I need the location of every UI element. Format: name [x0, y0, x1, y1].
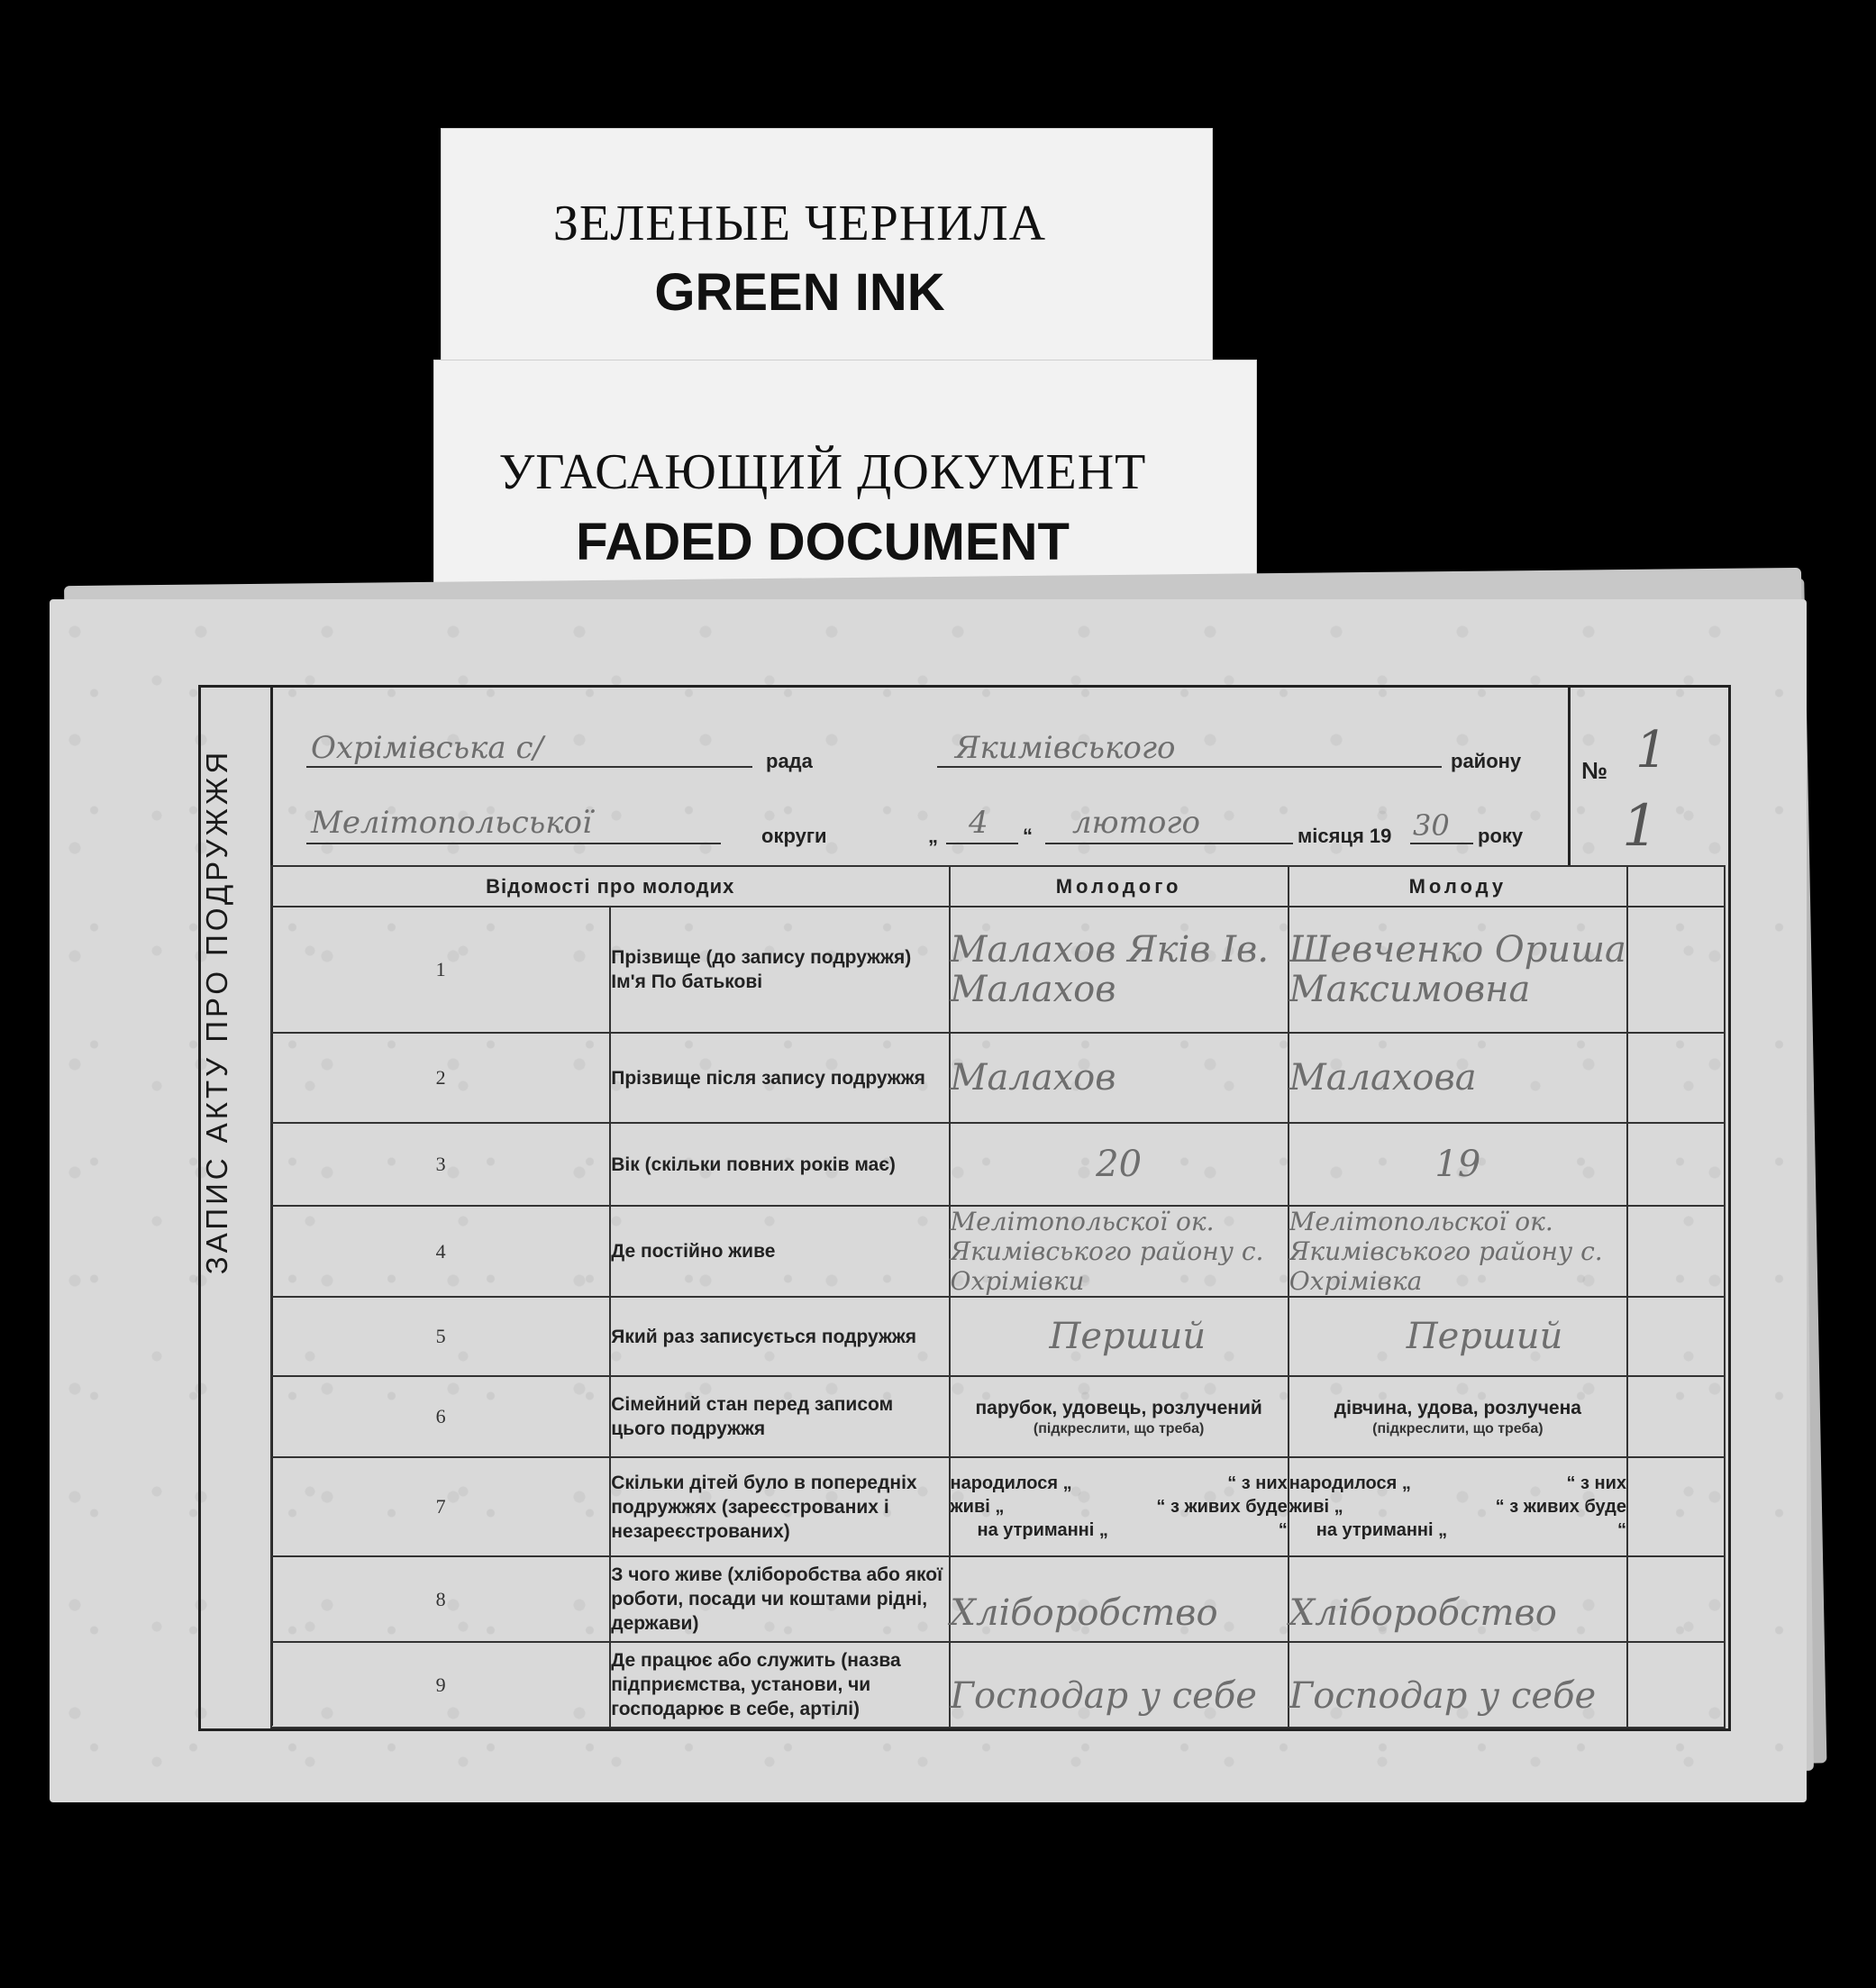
- bride-answer: 19: [1289, 1123, 1627, 1206]
- alive-label: живі „: [950, 1497, 1005, 1517]
- row-question: Де постійно живе: [610, 1206, 949, 1297]
- rada-line: [306, 766, 752, 768]
- number-label: №: [1581, 757, 1607, 784]
- bride-answer: Мелітопольскої ок. Якимівського району с. Охрімівка: [1289, 1206, 1627, 1297]
- groom-children: [950, 1457, 1289, 1556]
- okrug-line: [306, 843, 721, 844]
- row-question: Де працює або служить (назва підприємства, установи, чи господарює в себе, артілі): [610, 1642, 949, 1728]
- handwritten-rada: Охрімівська с/: [311, 730, 543, 766]
- rada-label: рада: [766, 750, 813, 772]
- bride-answer: Господар у себе: [1289, 1642, 1627, 1728]
- row-number: 9: [271, 1642, 610, 1728]
- groom-answer: Перший: [950, 1297, 1289, 1376]
- bride-answer: Малахова: [1289, 1033, 1627, 1123]
- row-number: 4: [271, 1206, 610, 1297]
- groom-answer: Хліборобство: [950, 1556, 1289, 1642]
- row-extra-cell: [1627, 1123, 1725, 1206]
- row-number: 3: [271, 1123, 610, 1206]
- table-row: [271, 1206, 1725, 1297]
- table-header-row: [271, 866, 1725, 907]
- groom-answer: Мелітопольскої ок. Якимівського району с. Охрімівки: [950, 1206, 1289, 1297]
- alive-label: живі „: [1289, 1497, 1343, 1517]
- row-number: 6: [271, 1376, 610, 1457]
- table-row: [271, 907, 1725, 1033]
- row-number: 2: [271, 1033, 610, 1123]
- row-number: 1: [271, 907, 610, 1033]
- year-label: року: [1478, 825, 1524, 847]
- handwritten-raion: Якимівського: [955, 730, 1176, 766]
- year-line: [1410, 843, 1473, 844]
- table-row: [271, 1642, 1725, 1728]
- support-close: “: [1617, 1520, 1626, 1540]
- row-question: Вік (скільки повних років має): [610, 1123, 949, 1206]
- row-extra-cell: [1627, 1556, 1725, 1642]
- day-quote-open: „: [928, 825, 938, 847]
- row-extra-cell: [1627, 907, 1725, 1033]
- handwritten-year: 30: [1413, 808, 1450, 843]
- raion-label: району: [1451, 750, 1522, 772]
- row-question: Прізвище (до запису подружжя) Ім'я По батькові: [610, 907, 949, 1033]
- table-row: [271, 1376, 1725, 1457]
- of-alive-label: “ з живих буде: [1156, 1497, 1288, 1517]
- groom-answer: Малахов: [950, 1033, 1289, 1123]
- table-row: [271, 1123, 1725, 1206]
- green-ink-english: GREEN INK: [654, 263, 945, 322]
- support-close: “: [1278, 1520, 1288, 1540]
- day-line: [946, 843, 1018, 844]
- support-label: на утриманні „: [1316, 1520, 1448, 1540]
- row-question: Який раз записується подружжя: [610, 1297, 949, 1376]
- table-row: [271, 1297, 1725, 1376]
- marriage-data-table: [270, 865, 1726, 1728]
- groom-status-note: (підкреслити, що треба): [1033, 1421, 1205, 1436]
- handwritten-number-top: 1: [1635, 721, 1668, 780]
- row-question: Прізвище після запису подружжя: [610, 1033, 949, 1123]
- bride-answer: Перший: [1289, 1297, 1627, 1376]
- row-number: 7: [271, 1457, 610, 1556]
- month-label: місяця 19: [1298, 825, 1392, 847]
- handwritten-month: лютого: [1072, 805, 1200, 841]
- bride-answer: Хліборобство: [1289, 1556, 1627, 1642]
- day-quote-close: “: [1023, 825, 1033, 847]
- groom-answer: Господар у себе: [950, 1642, 1289, 1728]
- bride-answer: Шевченко Ориша Максимовна: [1289, 907, 1627, 1033]
- faded-document-english: FADED DOCUMENT: [576, 513, 1070, 571]
- support-label: на утриманні „: [977, 1520, 1108, 1540]
- col-extra: [1627, 866, 1725, 907]
- col-info-header: Відомості про молодих: [271, 866, 950, 907]
- bride-children: [1289, 1457, 1627, 1556]
- table-row: [271, 1033, 1725, 1123]
- table-row: [271, 1457, 1725, 1556]
- groom-answer: 20: [950, 1123, 1289, 1206]
- born-label: народилося „: [1289, 1473, 1411, 1493]
- bride-marital-status: [1289, 1376, 1627, 1457]
- bride-children-alive-row: [1289, 1495, 1626, 1518]
- groom-children-support-row: [951, 1518, 1288, 1542]
- faded-document-russian: УГАСАЮЩИЙ ДОКУМЕНТ: [498, 444, 1147, 500]
- row-extra-cell: [1627, 1033, 1725, 1123]
- side-title: ЗАПИС АКТУ ПРО ПОДРУЖЖЯ: [200, 748, 233, 1275]
- handwritten-okrug: Мелітопольської: [311, 805, 592, 841]
- row-extra-cell: [1627, 1206, 1725, 1297]
- of-alive-label: “ з живих буде: [1495, 1497, 1626, 1517]
- row-number: 8: [271, 1556, 610, 1642]
- groom-status-options: парубок, удовець, розлучений: [975, 1398, 1262, 1418]
- green-ink-russian: ЗЕЛЕНЫЕ ЧЕРНИЛА: [552, 196, 1047, 251]
- col-groom-header: Молодого: [950, 866, 1289, 907]
- handwritten-day: 4: [969, 805, 988, 841]
- row-question: Скільки дітей було в попередніх подружжях (зареєстрованих і незареєстрованих): [610, 1457, 949, 1556]
- row-question: Сімейний стан перед записом цього подружжя: [610, 1376, 949, 1457]
- groom-children-born-row: [951, 1472, 1288, 1495]
- of-them-label: “ з них: [1566, 1473, 1626, 1493]
- green-ink-label-card: [442, 129, 1212, 372]
- bride-children-support-row: [1289, 1518, 1626, 1542]
- bride-status-options: дівчина, удова, розлучена: [1334, 1398, 1581, 1418]
- bride-status-note: (підкреслити, що треба): [1372, 1421, 1544, 1436]
- table-row: [271, 1556, 1725, 1642]
- row-question: З чого живе (хліборобства або якої роботи, посади чи коштами рідні, держави): [610, 1556, 949, 1642]
- handwritten-number-bottom: 1: [1622, 793, 1659, 860]
- groom-children-alive-row: [951, 1495, 1288, 1518]
- bride-children-born-row: [1289, 1472, 1626, 1495]
- born-label: народилося „: [950, 1473, 1072, 1493]
- row-extra-cell: [1627, 1642, 1725, 1728]
- groom-answer: Малахов Яків Ів. Малахов: [950, 907, 1289, 1033]
- row-number: 5: [271, 1297, 610, 1376]
- raion-line: [937, 766, 1442, 768]
- row-extra-cell: [1627, 1457, 1725, 1556]
- of-them-label: “ з них: [1227, 1473, 1288, 1493]
- row-extra-cell: [1627, 1297, 1725, 1376]
- month-line: [1045, 843, 1293, 844]
- groom-marital-status: [950, 1376, 1289, 1457]
- okrugy-label: округи: [761, 825, 827, 847]
- col-bride-header: Молоду: [1289, 866, 1627, 907]
- row-extra-cell: [1627, 1376, 1725, 1457]
